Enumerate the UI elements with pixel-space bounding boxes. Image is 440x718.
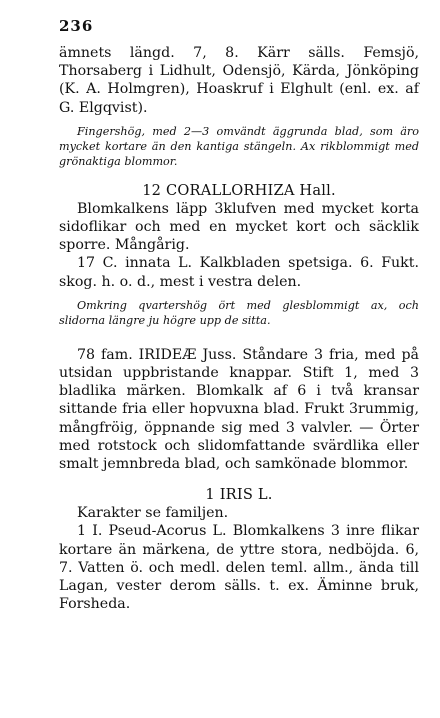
text-paragraph-family-irideae: 78 fam. IRIDEÆ Juss. Ståndare 3 fria, med på utsidan uppbristande knappar. Stift 1, med 3 bladlika märken. Blomkalk af 6 i två kransar sittande fria eller hopvuxna blad. Frukt 3rummig, mångfröig, öppnande sig med 3 valvler. — Örter med rotstock och slidomfattande svärdlika eller smalt jemnbreda blad, och samkönade blommor.	[59, 346, 419, 473]
italic-note-omkring: Omkring qvartershög ört med glesblommigt ax, och slidorna längre ju högre upp de sitta.	[59, 298, 419, 327]
text-paragraph-corallorhiza-description: Blomkalkens läpp 3klufven med mycket korta sidoflikar och med en mycket kort och säcklik sporre. Mångårig.	[59, 200, 419, 254]
page-number: 236	[59, 17, 94, 35]
genus-heading-corallorhiza: 12 CORALLORHIZA Hall.	[142, 181, 336, 199]
text-paragraph-karakter: Karakter se familjen.	[77, 505, 229, 522]
page-body	[59, 44, 419, 613]
text-paragraph-c-innata: 17 C. innata L. Kalkbladen spetsiga. 6. Fukt. skog. h. o. d., mest i vestra delen.	[59, 255, 419, 290]
text-paragraph-continuation: ämnets längd. 7, 8. Kärr sälls. Femsjö, Thorsaberg i Lidhult, Odensjö, Kärda, Jönköping (K. A. Holmgren), Hoaskruf i Elghult (enl. ex. af G. Elgqvist).	[59, 45, 419, 116]
text-paragraph-iris-pseud-acorus: 1 I. Pseud-Acorus L. Blomkalkens 3 inre flikar kortare än märkena, de yttre stora, nedböjda. 6, 7. Vatten ö. och medl. delen teml. allm., ända till Lagan, vester derom sälls. t. ex. Äminne bruk, Forsheda.	[59, 523, 419, 613]
genus-heading-iris: 1 IRIS L.	[205, 486, 273, 504]
italic-note-fingershog: Fingershög, med 2—3 omvändt äggrunda blad, som äro mycket kortare än den kantiga stängeln. Ax rikblommigt med grönaktiga blommor.	[59, 124, 419, 168]
